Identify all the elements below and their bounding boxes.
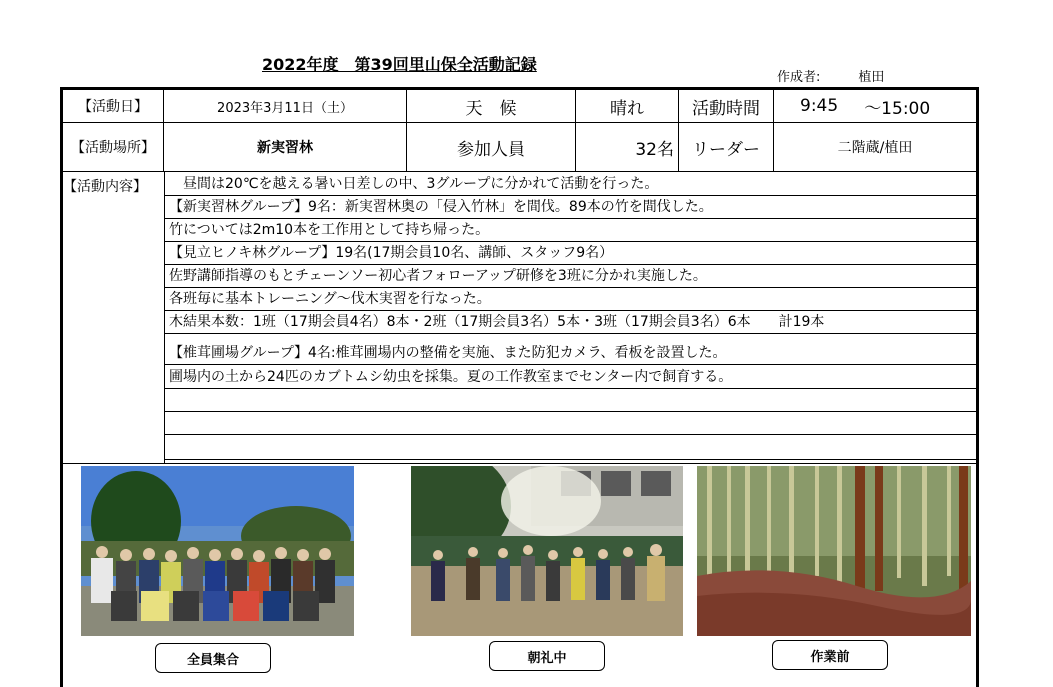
date-value: 2023年3月11日（土）: [164, 90, 407, 122]
content-line-2: 【新実習林グループ】9名：新実習林奥の「侵入竹林」を間伐。89本の竹を間伐した。: [165, 196, 976, 219]
author: [777, 66, 884, 85]
content-line-9: 圃場内の土から24匹のカブトムシ幼虫を採集。夏の工作教室までセンター内で飼育する。: [165, 366, 976, 389]
participants-label: 参加人員: [407, 123, 576, 171]
before-work-photo: [697, 466, 971, 636]
time-start: 9:45: [800, 96, 839, 116]
time-end: ～15:00: [864, 98, 931, 119]
group-photo: [81, 466, 354, 636]
author-label: 作成者:: [777, 70, 821, 85]
content-line-6: 各班毎に基本トレーニング～伐木実習を行なった。: [165, 288, 976, 311]
content-label: 【活動内容】: [63, 179, 147, 195]
caption-morning-meeting: 朝礼中: [489, 641, 605, 671]
content-line-12: [165, 437, 976, 460]
content-line-5: 佐野講師指導のもとチェーンソー初心者フォローアップ研修を3班に分かれ実施した。: [165, 265, 976, 288]
place-label: 【活動場所】: [63, 123, 164, 171]
time-label: 活動時間: [679, 90, 774, 122]
info-row-2: [60, 123, 979, 172]
date-label: 【活動日】: [63, 90, 164, 122]
content-line-3: 竹については2m10本を工作用として持ち帰った。: [165, 219, 976, 242]
page-title: 2022年度 第39回里山保全活動記録: [262, 55, 537, 74]
leader-value: 二階蔵/植田: [837, 140, 913, 156]
content-line-7: 木結果本数：1班（17期会員4名）8本・2班（17期会員3名）5本・3班（17期会員3名）6本 計19本: [165, 311, 976, 334]
time-value: [774, 90, 976, 122]
caption-before-work: 作業前: [772, 640, 888, 670]
leader-label: リーダー: [679, 123, 774, 171]
morning-meeting-photo: [411, 466, 683, 636]
content-line-10: [165, 389, 976, 412]
weather-label: 天 候: [407, 90, 576, 122]
content-line-1: 昼間は20℃を越える暑い日差しの中、3グループに分かれて活動を行った。: [165, 173, 976, 196]
author-name: 植田: [858, 70, 885, 85]
content-line-4: 【見立ヒノキ林グループ】19名(17期会員10名、講師、スタッフ9名）: [165, 242, 976, 265]
weather-value: 晴れ: [576, 90, 679, 122]
content-line-8: 【椎茸圃場グループ】4名:椎茸圃場内の整備を実施、また防犯カメラ、看板を設置した。: [165, 342, 976, 365]
participants-value: 32名: [576, 123, 679, 171]
content-line-11: [165, 412, 976, 435]
info-row-1: [60, 90, 979, 123]
photo-section-divider: [60, 463, 979, 464]
place-value: 新実習林: [164, 123, 407, 171]
caption-group-photo: 全員集合: [155, 643, 271, 673]
